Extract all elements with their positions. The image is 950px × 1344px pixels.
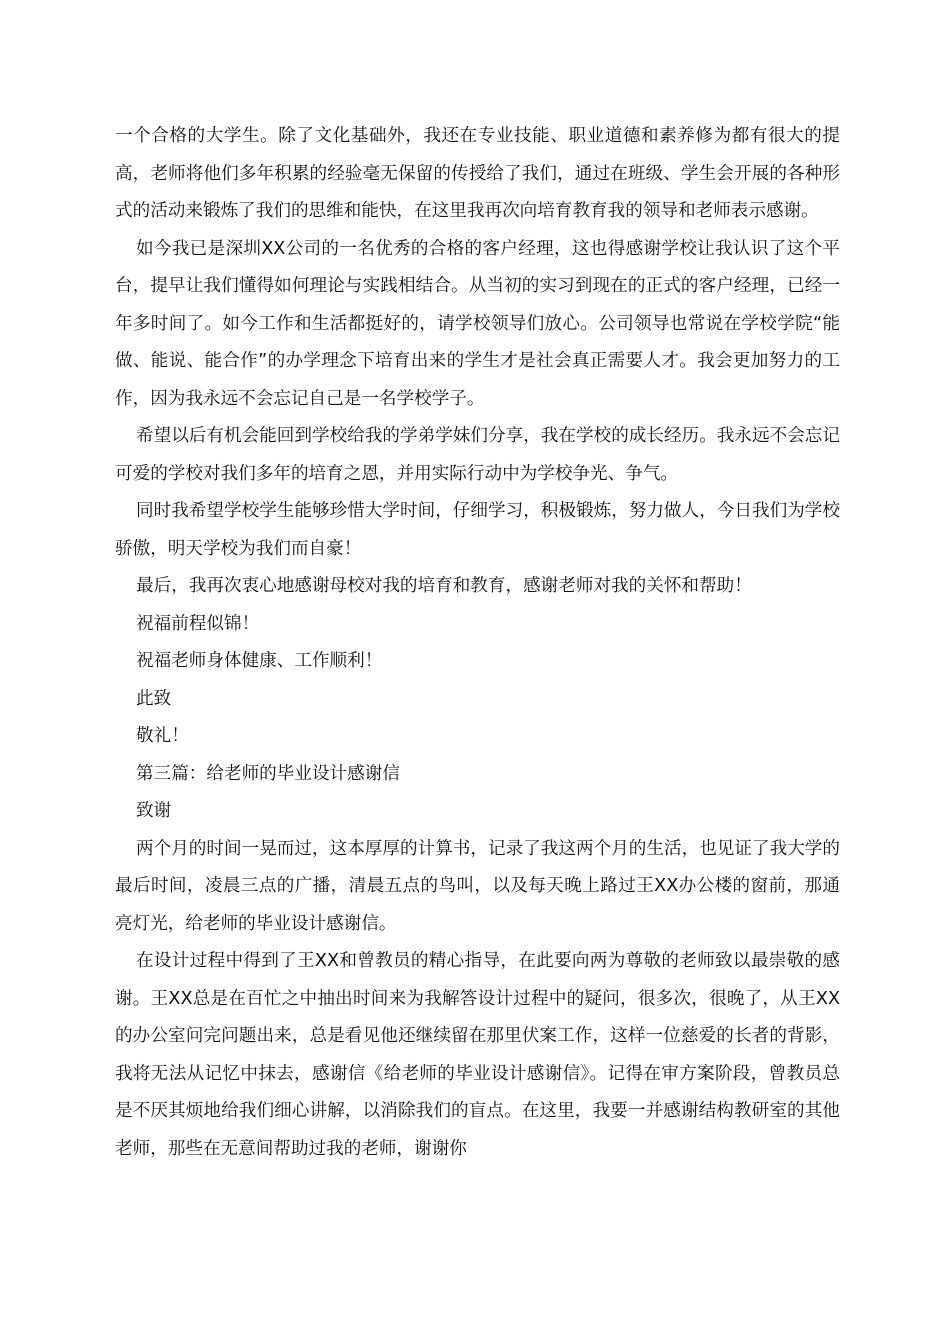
- closing-salutation: 此致: [136, 688, 172, 709]
- paragraph-advice-students: 同时我希望学校学生能够珍惜大学时间，仔细学习，积极锻炼，努力做人，今日我们为学校骄傲，明天学校为我们而自豪！: [115, 501, 840, 559]
- closing-wish-future: 祝福前程似锦！: [136, 613, 260, 634]
- paragraph-current-job: 如今我已是深圳XX公司的一名优秀的合格的客户经理，这也得感谢学校让我认识了这个平台，提早让我们懂得如何理论与实践相结合。从当初的实习到现在的正式的客户经理，已经一年多时间了。如今工作和生活都挺好的，请学校领导们放心。公司领导也常说在学校学院“能做、能说、能合作”的办学理念下培育出来的学生才是社会真正需要人才。我会更加努力的工作，因为我永远不会忘记自己是一名学校学子。: [115, 238, 840, 409]
- paragraph-hope-return: 希望以后有机会能回到学校给我的学弟学妹们分享，我在学校的成长经历。我永远不会忘记可爱的学校对我们多年的培育之恩，并用实际行动中为学校争光、争气。: [115, 426, 840, 484]
- paragraph-two-months: 两个月的时间一晃而过，这本厚厚的计算书，记录了我这两个月的生活，也见证了我大学的最后时间，凌晨三点的广播，清晨五点的鸟叫，以及每天晚上路过王XX办公楼的窗前，那通亮灯光，给老师的毕业设计感谢信。: [115, 838, 840, 934]
- section-heading: 第三篇：给老师的毕业设计感谢信: [136, 763, 400, 784]
- paragraph-final-thanks: 最后，我再次衷心地感谢母校对我的培育和教育，感谢老师对我的关怀和帮助！: [136, 576, 752, 596]
- acknowledgement-title: 致谢: [136, 801, 172, 821]
- paragraph-continuation: 一个合格的大学生。除了文化基础外，我还在专业技能、职业道德和素养修为都有很大的提高，老师将他们多年积累的经验毫无保留的传授给了我们，通过在班级、学生会开展的各种形式的活动来锻炼了我们的思维和能快，在这里我再次向培育教育我的领导和老师表示感谢。: [115, 126, 840, 221]
- closing-regards: 敬礼！: [136, 726, 189, 746]
- paragraph-design-guidance: 在设计过程中得到了王XX和曾教员的精心指导，在此要向两为尊敬的老师致以最崇敬的感谢。王XX总是在百忙之中抽出时间来为我解答设计过程中的疑问，很多次，很晚了，从王XX的办公室问完问题出来，总是看见他还继续留在那里伏案工作，这样一位慈爱的长者的背影，我将无法从记忆中抹去，感谢信《给老师的毕业设计感谢信》。记得在审方案阶段，曾教员总是不厌其烦地给我们细心讲解，以消除我们的盲点。在这里，我要一并感谢结构教研室的其他老师，那些在无意间帮助过我的老师，谢谢你: [115, 951, 840, 1159]
- document-body: [115, 118, 840, 1168]
- closing-wish-teachers: 祝福老师身体健康、工作顺利！: [136, 651, 383, 671]
